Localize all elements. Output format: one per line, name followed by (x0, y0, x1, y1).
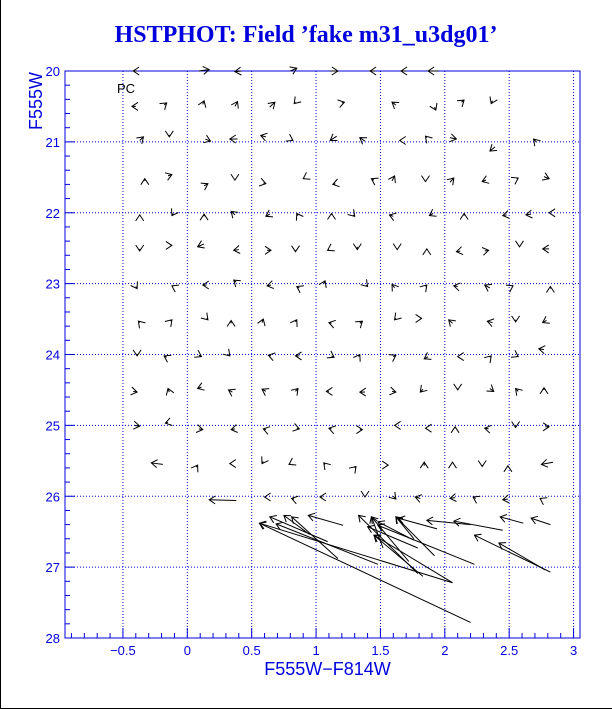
vector-mark (374, 535, 423, 576)
vector-mark (490, 97, 497, 104)
vector-head (293, 424, 300, 432)
vector-head (329, 426, 336, 434)
vector-head (449, 462, 457, 468)
vector-mark (395, 421, 401, 429)
vector-line (374, 535, 423, 576)
vector-mark (348, 209, 355, 216)
vector-mark (361, 279, 368, 286)
vector-mark (164, 355, 171, 362)
vector-head (356, 426, 362, 434)
vector-mark (378, 524, 475, 564)
vector-mark (542, 173, 549, 180)
vector-mark (420, 385, 427, 392)
vector-line (308, 515, 343, 525)
vector-mark (360, 138, 367, 145)
vector-layer (131, 66, 556, 622)
vector-head (504, 466, 512, 472)
vector-mark (268, 102, 275, 109)
vector-head (487, 319, 494, 327)
vector-mark (172, 208, 179, 215)
vector-mark (194, 350, 201, 357)
vector-mark (338, 100, 345, 108)
vector-mark (400, 137, 406, 145)
vector-mark (203, 281, 209, 289)
y-tick-label: 26 (45, 489, 60, 505)
y-tick-label: 21 (45, 134, 60, 150)
vector-mark (303, 172, 310, 179)
vector-head (165, 131, 173, 137)
vector-mark (261, 133, 268, 141)
vector-mark (329, 426, 336, 434)
vector-mark (327, 351, 334, 358)
vector-mark (454, 283, 461, 291)
vector-mark (136, 137, 143, 144)
vector-mark (293, 424, 300, 432)
vector-mark (506, 285, 513, 292)
vector-head (400, 137, 406, 145)
vector-line (378, 525, 475, 564)
vector-mark (329, 320, 336, 328)
vector-mark (423, 249, 431, 255)
vector-mark (389, 492, 396, 499)
vector-head (230, 460, 236, 468)
vector-mark (487, 319, 494, 327)
vector-mark (230, 460, 236, 468)
y-axis-label: F555W (26, 71, 46, 131)
vector-mark (504, 466, 512, 472)
vector-head (423, 249, 431, 255)
vector-mark (267, 281, 274, 289)
vector-mark (295, 352, 301, 360)
vector-head (319, 281, 326, 288)
vector-mark (450, 494, 457, 502)
vector-mark (262, 456, 269, 463)
vector-mark (231, 174, 239, 180)
vector-mark (473, 496, 480, 503)
vector-mark (172, 285, 179, 292)
vector-mark (259, 521, 452, 583)
vector-mark (160, 103, 167, 110)
vector-mark (265, 493, 271, 501)
vector-head (506, 285, 513, 292)
x-tick-label: 2.5 (500, 643, 519, 658)
x-tick-label: 2 (441, 643, 449, 658)
vector-mark (447, 178, 454, 185)
vector-head (338, 100, 345, 108)
vector-line (276, 524, 378, 564)
vector-mark (401, 67, 407, 75)
vector-mark (355, 321, 362, 328)
vector-mark (540, 498, 547, 505)
vector-mark (449, 462, 457, 468)
vector-mark (512, 316, 520, 322)
vector-head (416, 314, 422, 322)
vector-head (165, 418, 172, 426)
vector-head (393, 244, 401, 250)
vector-mark (138, 321, 145, 328)
vector-head (259, 178, 266, 186)
vector-head (136, 215, 144, 221)
x-axis-label: F555W−F814W (264, 659, 391, 679)
vector-mark (133, 350, 141, 356)
vector-head (478, 461, 486, 467)
vector-head (263, 427, 270, 435)
vector-head (141, 179, 149, 185)
vector-mark (227, 320, 235, 326)
vector-mark (330, 134, 337, 141)
y-tick-label: 20 (45, 64, 60, 79)
vector-mark (454, 384, 462, 390)
vector-head (353, 244, 361, 250)
vector-mark (389, 355, 396, 362)
vector-mark (203, 135, 210, 142)
vector-mark (132, 102, 138, 110)
vector-mark (165, 173, 172, 181)
vector-head (261, 133, 268, 141)
vector-mark (422, 176, 430, 182)
vector-mark (166, 389, 174, 396)
vector-mark (516, 241, 524, 247)
vector-mark (131, 281, 138, 288)
vector-mark (265, 246, 271, 254)
vector-mark (482, 176, 489, 184)
vector-head (136, 245, 144, 251)
vector-mark (166, 241, 172, 249)
vector-mark (516, 389, 523, 396)
vector-mark (198, 101, 206, 108)
vector-mark (266, 210, 273, 217)
vector-head (231, 174, 239, 180)
vector-head (430, 103, 437, 110)
vector-head (166, 389, 174, 396)
vector-head (422, 176, 430, 182)
vector-head (512, 422, 520, 428)
vector-mark (503, 211, 510, 219)
vector-mark (451, 427, 459, 433)
vector-mark (286, 134, 293, 141)
vector-mark (262, 389, 269, 396)
vector-line (209, 500, 236, 501)
vector-mark (328, 244, 335, 251)
vector-mark (540, 388, 548, 394)
vector-mark (490, 144, 497, 151)
y-tick-label: 28 (45, 631, 60, 646)
y-tick-label: 22 (45, 205, 60, 221)
vector-mark (231, 211, 238, 218)
chart-annotation: PC (117, 81, 136, 96)
vector-mark (487, 385, 494, 392)
vector-mark (151, 460, 163, 468)
vector-mark (485, 425, 492, 433)
vector-mark (430, 103, 437, 110)
vector-mark (291, 389, 298, 396)
vector-head (329, 320, 336, 328)
vector-mark (292, 496, 299, 504)
vector-mark (136, 215, 144, 221)
vector-mark (141, 179, 149, 185)
vector-mark (326, 387, 332, 395)
vector-mark (389, 387, 396, 395)
y-tick-label: 24 (45, 347, 60, 363)
vector-head (166, 241, 172, 249)
vector-mark (165, 418, 172, 426)
vector-line (454, 521, 503, 530)
vector-head (165, 173, 172, 181)
vector-head (320, 493, 326, 501)
vector-mark (539, 346, 546, 354)
vector-mark (388, 176, 395, 183)
vector-mark (395, 313, 402, 320)
vector-line (474, 535, 550, 572)
vector-mark (289, 458, 296, 465)
vector-mark (543, 316, 550, 323)
vector-mark (198, 383, 205, 391)
vector-mark (449, 320, 456, 327)
vector-head (395, 421, 401, 429)
vector-mark (276, 522, 378, 564)
vector-head (328, 214, 336, 220)
vector-mark (201, 183, 208, 190)
vector-head (297, 286, 304, 293)
y-tick-label: 23 (45, 276, 60, 292)
vector-mark (200, 214, 208, 220)
vector-head (458, 353, 464, 361)
vector-head (172, 285, 179, 292)
vector-head (389, 387, 396, 395)
vector-head (473, 496, 480, 503)
vector-head (382, 461, 388, 469)
vector-mark (428, 67, 438, 75)
vector-mark (296, 213, 303, 220)
vector-mark (319, 281, 326, 288)
vector-mark (534, 139, 541, 146)
vector-mark (429, 209, 436, 216)
vector-mark (416, 314, 422, 322)
vector-mark (259, 522, 470, 622)
vector-mark (382, 461, 388, 469)
vector-head (198, 101, 206, 108)
vector-mark (392, 102, 399, 109)
x-tick-label: 0 (183, 643, 191, 658)
vector-mark (308, 513, 343, 525)
vector-head (258, 319, 266, 326)
vector-line (259, 523, 452, 583)
x-tick-label: 1.5 (371, 643, 390, 658)
vector-mark (292, 246, 300, 252)
vector-head (389, 213, 396, 221)
vector-mark (511, 177, 518, 184)
vector-mark (454, 518, 503, 530)
vector-mark (231, 101, 238, 108)
vector-mark (450, 134, 457, 142)
vector-mark (484, 356, 491, 363)
vector-mark (290, 320, 297, 327)
vector-mark (457, 100, 464, 107)
vector-mark (456, 247, 463, 255)
chart-title: HSTPHOT: Field ’fake m31_u3dg01’ (114, 22, 498, 48)
vector-line (292, 517, 338, 559)
y-tick-label: 27 (45, 560, 60, 576)
x-tick-label: −0.5 (110, 643, 136, 658)
vector-mark (482, 248, 489, 256)
vector-mark (392, 284, 399, 291)
vector-mark (333, 179, 340, 187)
vector-mark (393, 244, 401, 250)
vector-head (460, 214, 468, 220)
vector-mark (223, 349, 230, 356)
vector-mark (165, 131, 173, 137)
vector-mark (353, 355, 360, 362)
vector-mark (356, 426, 362, 434)
vector-head (482, 176, 489, 184)
y-tick-label: 25 (45, 418, 60, 434)
vector-mark (258, 319, 266, 326)
vector-mark (235, 67, 242, 75)
vector-head (542, 173, 549, 180)
vector-head (265, 493, 271, 501)
vector-mark (427, 517, 471, 525)
vector-head (388, 176, 395, 183)
vector-head (203, 135, 210, 142)
vector-mark (370, 67, 376, 75)
vector-mark (198, 241, 205, 248)
vector-mark (541, 459, 553, 467)
vector-mark (292, 517, 338, 559)
vector-mark (511, 350, 518, 357)
vector-mark (330, 67, 338, 75)
vector-mark (209, 496, 236, 504)
vector-head (454, 384, 462, 390)
vector-line (259, 523, 470, 622)
vector-mark (353, 244, 361, 250)
vector-line (500, 517, 523, 523)
vector-head (546, 287, 554, 293)
vector-head (198, 383, 205, 391)
ticks-layer (46, 64, 578, 658)
vector-head (326, 387, 332, 395)
vector-mark (543, 245, 549, 253)
vector-mark (424, 352, 431, 359)
vector-mark (474, 534, 550, 572)
vector-head (231, 102, 238, 109)
vector-head (333, 179, 340, 187)
vector-mark (389, 213, 396, 221)
vector-head (451, 427, 459, 433)
vector-mark (458, 353, 464, 361)
vector-mark (191, 465, 198, 472)
vector-head (292, 496, 299, 504)
vector-mark (420, 462, 428, 468)
vector-head (292, 246, 300, 252)
vector-mark (500, 515, 523, 524)
vector-mark (531, 516, 550, 524)
x-tick-label: 0.5 (242, 643, 261, 658)
vector-mark (360, 388, 366, 396)
vector-mark (512, 422, 520, 428)
vector-head (540, 388, 548, 394)
vector-mark (136, 245, 144, 251)
vector-mark (263, 427, 270, 435)
vector-mark (349, 466, 356, 473)
vector-head (490, 97, 497, 104)
vector-mark (546, 286, 554, 292)
vector-mark (165, 320, 172, 327)
vector-mark (259, 178, 266, 186)
vector-mark (460, 213, 468, 219)
vector-mark (229, 389, 236, 396)
vector-mark (320, 493, 326, 501)
vector-mark (199, 66, 209, 74)
vector-head (227, 321, 235, 327)
vector-mark (543, 423, 549, 431)
vector-mark (328, 213, 336, 219)
vector-head (512, 316, 520, 322)
vector-mark (201, 313, 208, 320)
vector-mark (324, 463, 331, 470)
vector-mark (131, 387, 138, 395)
x-tick-label: 1 (312, 643, 320, 658)
vector-mark (297, 286, 304, 293)
vector-mark (294, 97, 301, 104)
vector-mark (420, 285, 427, 292)
vector-head (200, 214, 208, 220)
vector-head (516, 241, 524, 247)
vector-mark (526, 210, 533, 218)
vector-mark (478, 461, 486, 467)
vector-mark (371, 178, 378, 185)
vector-mark (485, 284, 492, 291)
x-tick-label: 3 (569, 643, 578, 658)
vector-mark (234, 246, 241, 254)
